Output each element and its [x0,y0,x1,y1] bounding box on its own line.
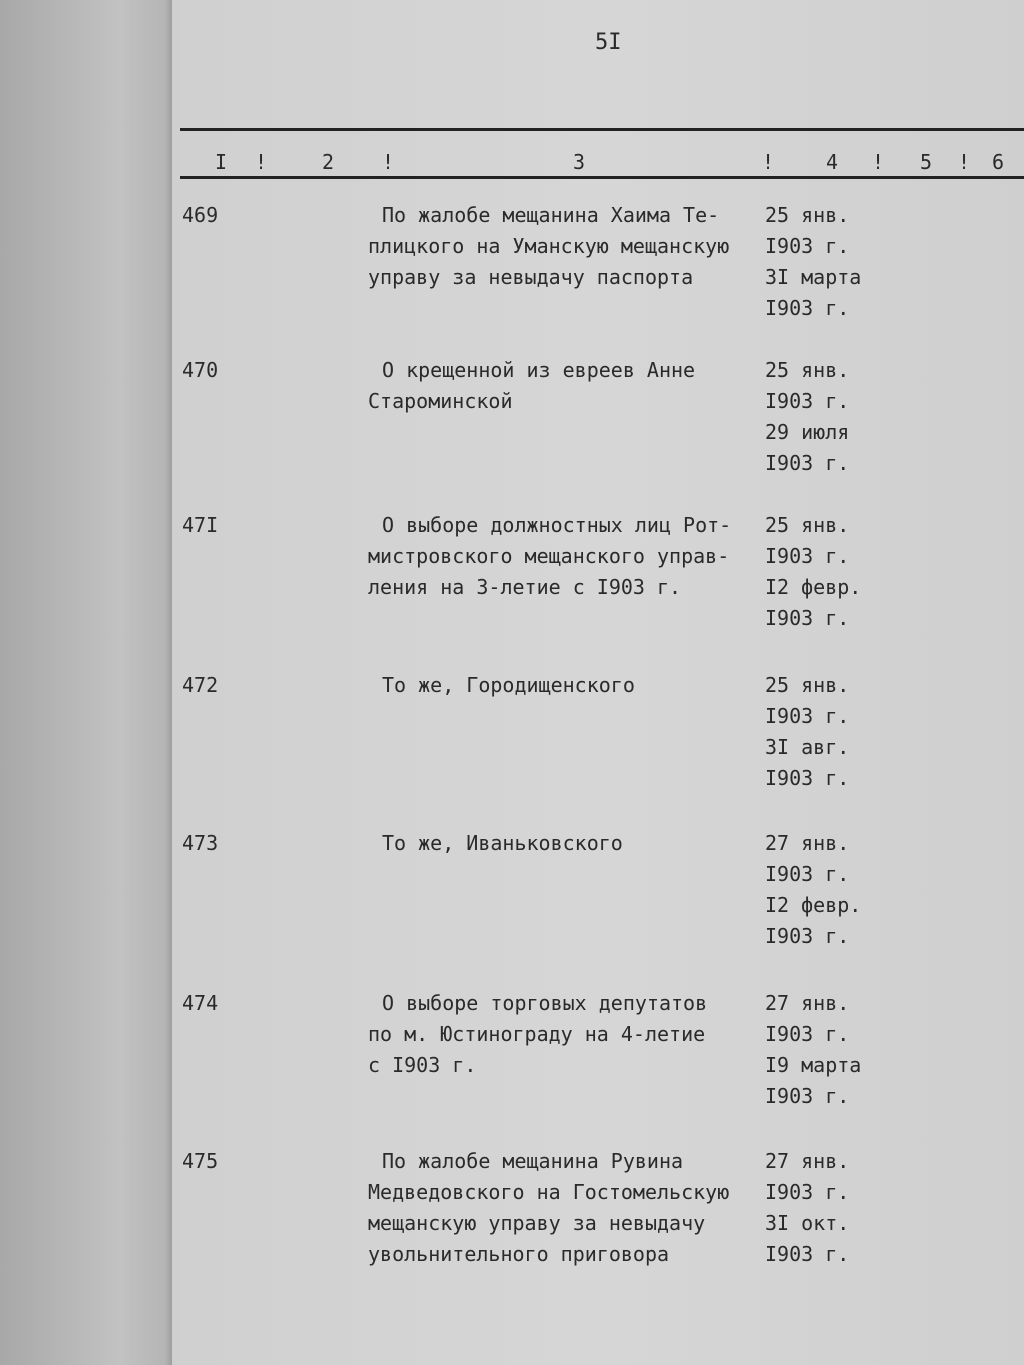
date-line: I903 г. [765,766,850,790]
date-line: 27 янв. [765,991,850,1015]
header-bottom-rule [180,176,1024,179]
date-line: 27 янв. [765,1149,850,1173]
entry-dates [765,510,861,634]
entry-description [368,200,768,293]
entry-number: 473 [182,831,219,855]
header-col-4: 4 [826,150,839,174]
header-top-rule [180,128,1024,131]
header-col-1: I [215,150,228,174]
entry-number: 469 [182,203,219,227]
entry-description [368,828,768,859]
date-line: I903 г. [765,544,850,568]
header-sep: ! [255,150,268,174]
header-col-5: 5 [920,150,933,174]
date-line: 25 янв. [765,513,850,537]
description-line: Медведовского на Гостомельскую [368,1180,730,1204]
description-line: О выборе должностных лиц Рот- [382,513,732,537]
date-line: I903 г. [765,1022,850,1046]
entry-description [368,1146,768,1270]
description-line: То же, Иваньковского [382,831,623,855]
date-line: I9 марта [765,1053,862,1077]
date-line: 27 янв. [765,831,850,855]
date-line: I903 г. [765,1084,850,1108]
description-line: О выборе торговых депутатов [382,991,708,1015]
date-line: 3I марта [765,265,862,289]
entry-dates [765,1146,849,1270]
description-line: управу за невыдачу паспорта [368,265,694,289]
date-line: I2 февр. [765,893,862,917]
date-line: I903 г. [765,1242,850,1266]
entry-dates [765,355,849,479]
header-sep: ! [958,150,971,174]
date-line: I903 г. [765,704,850,728]
header-col-3: 3 [573,150,586,174]
description-line: увольнительного приговора [368,1242,670,1266]
description-line: Староминской [368,389,513,413]
description-line: О крещенной из евреев Анне [382,358,696,382]
date-line: 25 янв. [765,673,850,697]
entry-dates [765,988,861,1112]
entry-number: 470 [182,358,219,382]
header-sep: ! [382,150,395,174]
date-line: I903 г. [765,234,850,258]
date-line: 25 янв. [765,358,850,382]
description-line: плицкого на Уманскую мещанскую [368,234,730,258]
header-sep: ! [872,150,885,174]
entry-number: 472 [182,673,219,697]
entry-number: 47I [182,513,219,537]
entry-number: 474 [182,991,219,1015]
date-line: I903 г. [765,1180,850,1204]
header-col-6: 6 [992,150,1005,174]
date-line: I903 г. [765,389,850,413]
description-line: с I903 г. [368,1053,477,1077]
header-sep: ! [762,150,775,174]
description-line: По жалобе мещанина Хаима Те- [382,203,720,227]
entry-dates [765,828,861,952]
page-number: 5I [595,30,622,55]
entry-number: 475 [182,1149,219,1173]
date-line: 3I авг. [765,735,850,759]
date-line: I903 г. [765,924,850,948]
entry-dates [765,200,861,324]
date-line: I903 г. [765,606,850,630]
description-line: мистровского мещанского управ- [368,544,730,568]
previous-page-edge [0,0,172,1365]
date-line: I903 г. [765,296,850,320]
description-line: ления на 3-летие с I903 г. [368,575,682,599]
description-line: По жалобе мещанина Рувина [382,1149,684,1173]
header-col-2: 2 [322,150,335,174]
entry-description [368,670,768,701]
date-line: I903 г. [765,862,850,886]
date-line: I903 г. [765,451,850,475]
entry-description [368,510,768,603]
entry-description [368,355,768,417]
date-line: 3I окт. [765,1211,850,1235]
entry-description [368,988,768,1081]
date-line: 25 янв. [765,203,850,227]
entry-dates [765,670,849,794]
description-line: по м. Юстинограду на 4-летие [368,1022,706,1046]
date-line: I2 февр. [765,575,862,599]
date-line: 29 июля [765,420,850,444]
description-line: То же, Городищенского [382,673,635,697]
description-line: мещанскую управу за невыдачу [368,1211,706,1235]
